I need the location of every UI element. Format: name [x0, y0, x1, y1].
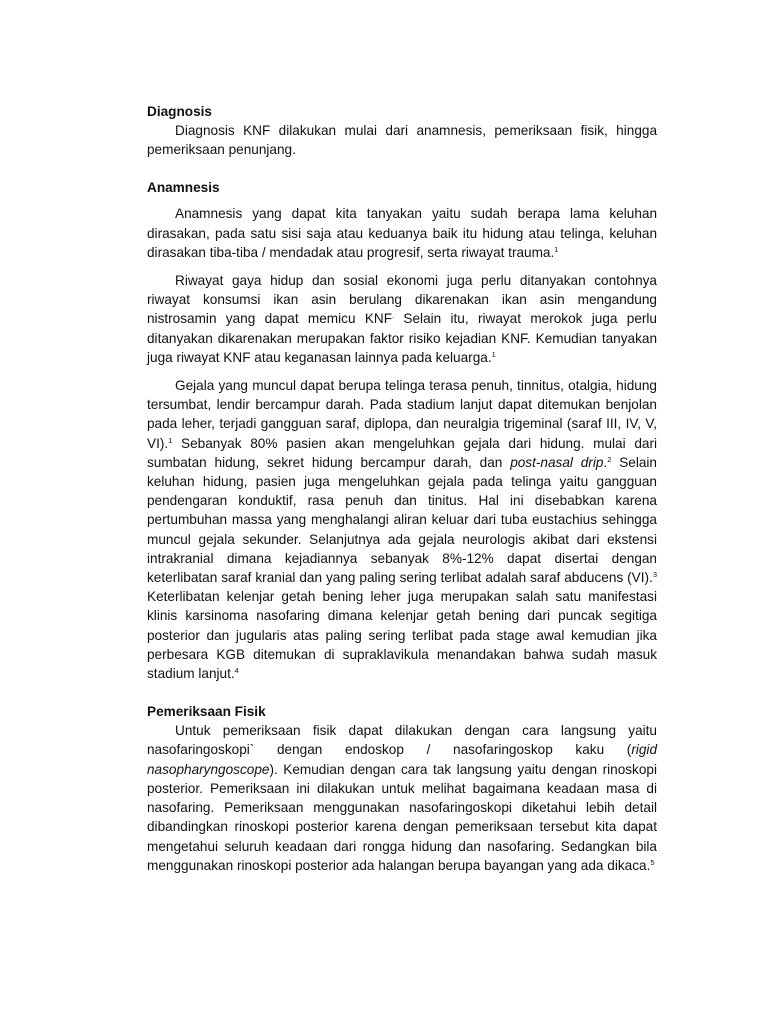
paragraph-pemeriksaan-fisik: [147, 721, 657, 875]
paragraph-text: Gejala yang muncul dapat berupa telinga terasa penuh, tinnitus, otalgia, hidung tersumbat, lendir bercampur darah. Pada stadium lanjut dapat ditemukan benjolan pada leher, terjadi gangguan saraf, diplopa, dan neuralgia trigeminal (saraf III, IV, V, VI).: [147, 378, 657, 451]
citation-superscript: 3: [652, 570, 657, 580]
paragraph-text: Anamnesis yang dapat kita tanyakan yaitu sudah berapa lama keluhan dirasakan, pada satu sisi saja atau keduanya baik itu hidung atau telinga, keluhan dirasakan tiba-tiba / mendadak atau progresif, serta riwayat trauma.: [147, 206, 657, 260]
paragraph-text: ). Kemudian dengan cara tak langsung yaitu dengan rinoskopi posterior. Pemeriksaan ini dilakukan untuk melihat bagaimana keadaan masa di nasofaring. Pemeriksaan menggunakan nasofaringoskopi diketahui lebih detail dibandingkan rinoskopi posterior karena dengan pemeriksaan tersebut kita dapat mengetahui seluruh keadaan dari rongga hidung dan nasofaring. Sedangkan bila menggunakan rinoskopi posterior ada halangan berupa bayangan yang ada dikaca.: [147, 761, 657, 873]
paragraph-text: Riwayat gaya hidup dan sosial ekonomi juga perlu ditanyakan contohnya riwayat konsumsi ikan asin berulang dikarenakan ikan asin mengandung nistrosamin yang dapat memicu KNF: [147, 273, 657, 327]
heading-pemeriksaan-fisik: Pemeriksaan Fisik: [147, 704, 266, 720]
paragraph-text: .: [603, 454, 608, 470]
section-diagnosis: [147, 102, 657, 159]
heading-anamnesis: Anamnesis: [147, 180, 220, 196]
paragraph-anamnesis-1: [147, 204, 657, 262]
paragraph-text: Selain keluhan hidung, pasien juga mengeluhkan gejala pada telinga yaitu gangguan pendengaran konduktif, rasa penuh dan tinitus. Hal ini disebabkan karena pertumbuhan massa yang menghalangi aliran keluar dari tuba eustachius sehingga muncul gejala sekunder. Selanjutnya ada gejala neurologis akibat dari ekstensi intrakranial dimana kejadiannya sebanyak 8%-12% dapat disertai dengan keterlibatan saraf kranial dan yang paling sering terlibat adalah saraf abducens (VI).: [147, 454, 657, 586]
document-page: [147, 102, 657, 875]
paragraph-text: Keterlibatan kelenjar getah bening leher juga merupakan salah satu manifestasi klinis karsinoma nasofaring dimana kelenjar getah bening dari puncak segitiga posterior dan jugularis atas paling sering terlibat pada stage awal kemudian jika perbesara KGB ditemukan di supraklavikula menandakan bahwa sudah masuk stadium lanjut.: [147, 589, 657, 682]
paragraph-diagnosis: [147, 121, 657, 159]
italic-term: rigid nasopharyngoscope: [147, 742, 657, 777]
heading-diagnosis: Diagnosis: [147, 104, 212, 119]
italic-term: post-nasal drip: [510, 454, 604, 470]
paragraph-text: Untuk pemeriksaan fisik dapat dilakukan dengan cara langsung yaitu nasofaringoskopi` dengan endoskop / nasofaringoskop kaku (: [147, 723, 657, 758]
section-pemeriksaan-fisik: [147, 702, 657, 875]
paragraph-text: Diagnosis KNF dilakukan mulai dari anamnesis, pemeriksaan fisik, hingga pemeriksaan penunjang.: [147, 123, 657, 158]
section-anamnesis: [147, 178, 657, 683]
paragraph-text: Sebanyak 80% pasien akan mengeluhkan gejala dari hidung. mulai dari sumbatan hidung, sekret hidung bercampur darah, dan: [147, 435, 657, 470]
citation-superscript: 1: [554, 244, 559, 254]
citation-superscript: 1: [491, 349, 496, 359]
citation-superscript: 5: [650, 857, 655, 867]
citation-superscript: .: [392, 311, 395, 321]
paragraph-anamnesis-3: [147, 376, 657, 683]
citation-superscript: 1: [168, 435, 173, 445]
citation-superscript: 2: [607, 454, 612, 464]
paragraph-text: Selain itu, riwayat merokok juga perlu ditanyakan dikarenakan merupakan faktor risiko kejadian KNF. Kemudian tanyakan juga riwayat KNF atau keganasan lainnya pada keluarga.: [147, 311, 657, 365]
paragraph-anamnesis-2: [147, 271, 657, 367]
citation-superscript: 4: [234, 666, 239, 676]
